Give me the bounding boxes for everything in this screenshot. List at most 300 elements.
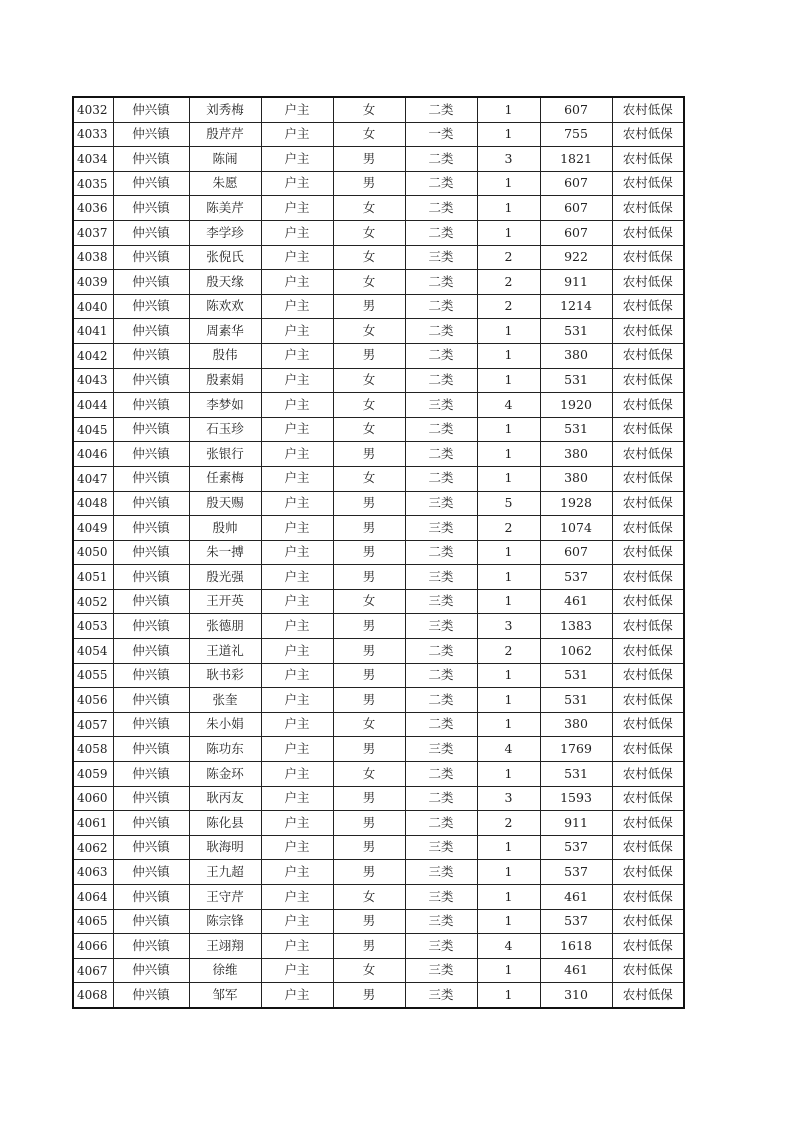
cell-name: 李学珍 [189, 220, 261, 245]
cell-id: 4039 [73, 270, 113, 295]
cell-town: 仲兴镇 [113, 958, 189, 983]
table-row [73, 97, 684, 122]
cell-town: 仲兴镇 [113, 491, 189, 516]
cell-gender: 男 [333, 614, 405, 639]
cell-amount: 537 [540, 909, 612, 934]
cell-id: 4038 [73, 245, 113, 270]
cell-gender: 男 [333, 934, 405, 959]
cell-gender: 女 [333, 589, 405, 614]
cell-household-size: 1 [477, 122, 540, 147]
table-row [73, 466, 684, 491]
cell-gender: 男 [333, 147, 405, 172]
cell-town: 仲兴镇 [113, 835, 189, 860]
cell-gender: 女 [333, 196, 405, 221]
cell-amount: 531 [540, 762, 612, 787]
cell-town: 仲兴镇 [113, 393, 189, 418]
cell-id: 4061 [73, 811, 113, 836]
cell-relation: 户主 [261, 565, 333, 590]
cell-id: 4066 [73, 934, 113, 959]
table-row [73, 663, 684, 688]
cell-gender: 男 [333, 860, 405, 885]
cell-program: 农村低保 [612, 540, 684, 565]
cell-id: 4050 [73, 540, 113, 565]
cell-household-size: 2 [477, 294, 540, 319]
cell-relation: 户主 [261, 368, 333, 393]
cell-program: 农村低保 [612, 835, 684, 860]
cell-name: 陈功东 [189, 737, 261, 762]
cell-program: 农村低保 [612, 614, 684, 639]
cell-town: 仲兴镇 [113, 540, 189, 565]
cell-gender: 男 [333, 442, 405, 467]
cell-category: 二类 [405, 712, 477, 737]
cell-relation: 户主 [261, 712, 333, 737]
cell-town: 仲兴镇 [113, 466, 189, 491]
cell-gender: 女 [333, 319, 405, 344]
cell-id: 4045 [73, 417, 113, 442]
cell-town: 仲兴镇 [113, 319, 189, 344]
cell-program: 农村低保 [612, 983, 684, 1008]
table-row [73, 393, 684, 418]
cell-name: 耿海明 [189, 835, 261, 860]
cell-household-size: 1 [477, 958, 540, 983]
cell-amount: 380 [540, 442, 612, 467]
table-row [73, 639, 684, 664]
cell-name: 殷光强 [189, 565, 261, 590]
cell-id: 4046 [73, 442, 113, 467]
cell-id: 4064 [73, 885, 113, 910]
cell-household-size: 1 [477, 762, 540, 787]
cell-relation: 户主 [261, 762, 333, 787]
cell-town: 仲兴镇 [113, 885, 189, 910]
cell-amount: 1062 [540, 639, 612, 664]
cell-gender: 女 [333, 270, 405, 295]
table-row [73, 860, 684, 885]
cell-name: 王开英 [189, 589, 261, 614]
cell-id: 4057 [73, 712, 113, 737]
table-row [73, 343, 684, 368]
cell-amount: 755 [540, 122, 612, 147]
table-row [73, 245, 684, 270]
cell-gender: 男 [333, 663, 405, 688]
table-row [73, 294, 684, 319]
cell-id: 4041 [73, 319, 113, 344]
table-row [73, 565, 684, 590]
cell-gender: 男 [333, 688, 405, 713]
cell-relation: 户主 [261, 516, 333, 541]
cell-town: 仲兴镇 [113, 860, 189, 885]
cell-amount: 1074 [540, 516, 612, 541]
cell-amount: 1383 [540, 614, 612, 639]
cell-amount: 531 [540, 688, 612, 713]
cell-program: 农村低保 [612, 909, 684, 934]
cell-category: 二类 [405, 811, 477, 836]
cell-amount: 461 [540, 885, 612, 910]
table-row [73, 196, 684, 221]
cell-amount: 537 [540, 835, 612, 860]
cell-amount: 380 [540, 343, 612, 368]
cell-program: 农村低保 [612, 565, 684, 590]
cell-id: 4056 [73, 688, 113, 713]
cell-gender: 女 [333, 712, 405, 737]
cell-household-size: 1 [477, 319, 540, 344]
cell-id: 4067 [73, 958, 113, 983]
cell-household-size: 1 [477, 885, 540, 910]
cell-amount: 1769 [540, 737, 612, 762]
cell-amount: 1593 [540, 786, 612, 811]
cell-amount: 1821 [540, 147, 612, 172]
table-row [73, 885, 684, 910]
cell-gender: 男 [333, 294, 405, 319]
cell-relation: 户主 [261, 97, 333, 122]
cell-category: 二类 [405, 540, 477, 565]
cell-category: 三类 [405, 614, 477, 639]
cell-town: 仲兴镇 [113, 122, 189, 147]
cell-name: 朱小娟 [189, 712, 261, 737]
cell-program: 农村低保 [612, 885, 684, 910]
cell-program: 农村低保 [612, 368, 684, 393]
cell-name: 殷天赐 [189, 491, 261, 516]
cell-household-size: 1 [477, 540, 540, 565]
table-row [73, 934, 684, 959]
cell-gender: 男 [333, 171, 405, 196]
cell-id: 4062 [73, 835, 113, 860]
cell-household-size: 1 [477, 466, 540, 491]
cell-amount: 607 [540, 97, 612, 122]
cell-gender: 女 [333, 220, 405, 245]
cell-gender: 女 [333, 368, 405, 393]
cell-name: 朱愿 [189, 171, 261, 196]
cell-program: 农村低保 [612, 712, 684, 737]
cell-name: 陈闹 [189, 147, 261, 172]
cell-category: 二类 [405, 663, 477, 688]
cell-category: 三类 [405, 934, 477, 959]
cell-town: 仲兴镇 [113, 565, 189, 590]
table-row [73, 958, 684, 983]
cell-gender: 男 [333, 811, 405, 836]
cell-amount: 607 [540, 171, 612, 196]
cell-name: 朱一搏 [189, 540, 261, 565]
cell-household-size: 1 [477, 565, 540, 590]
table-row [73, 442, 684, 467]
cell-category: 三类 [405, 491, 477, 516]
table-row [73, 270, 684, 295]
table-row [73, 909, 684, 934]
cell-gender: 女 [333, 762, 405, 787]
cell-program: 农村低保 [612, 319, 684, 344]
cell-town: 仲兴镇 [113, 663, 189, 688]
cell-amount: 531 [540, 417, 612, 442]
cell-gender: 女 [333, 466, 405, 491]
cell-household-size: 1 [477, 860, 540, 885]
cell-name: 殷帅 [189, 516, 261, 541]
cell-household-size: 1 [477, 368, 540, 393]
cell-category: 三类 [405, 393, 477, 418]
cell-category: 三类 [405, 565, 477, 590]
cell-id: 4065 [73, 909, 113, 934]
cell-gender: 女 [333, 958, 405, 983]
cell-id: 4043 [73, 368, 113, 393]
cell-household-size: 1 [477, 589, 540, 614]
cell-household-size: 1 [477, 442, 540, 467]
cell-relation: 户主 [261, 909, 333, 934]
cell-relation: 户主 [261, 343, 333, 368]
table-row [73, 614, 684, 639]
cell-town: 仲兴镇 [113, 811, 189, 836]
cell-household-size: 2 [477, 245, 540, 270]
cell-name: 陈金环 [189, 762, 261, 787]
table-row [73, 220, 684, 245]
cell-amount: 911 [540, 270, 612, 295]
cell-town: 仲兴镇 [113, 220, 189, 245]
cell-gender: 女 [333, 417, 405, 442]
cell-relation: 户主 [261, 811, 333, 836]
cell-gender: 男 [333, 540, 405, 565]
cell-id: 4052 [73, 589, 113, 614]
cell-program: 农村低保 [612, 97, 684, 122]
cell-program: 农村低保 [612, 343, 684, 368]
cell-program: 农村低保 [612, 417, 684, 442]
cell-household-size: 1 [477, 196, 540, 221]
cell-relation: 户主 [261, 835, 333, 860]
cell-town: 仲兴镇 [113, 368, 189, 393]
cell-town: 仲兴镇 [113, 245, 189, 270]
cell-relation: 户主 [261, 934, 333, 959]
cell-amount: 380 [540, 466, 612, 491]
cell-relation: 户主 [261, 663, 333, 688]
cell-amount: 607 [540, 196, 612, 221]
cell-household-size: 1 [477, 909, 540, 934]
table-row [73, 171, 684, 196]
cell-id: 4060 [73, 786, 113, 811]
cell-name: 王守芹 [189, 885, 261, 910]
cell-id: 4059 [73, 762, 113, 787]
cell-household-size: 1 [477, 712, 540, 737]
cell-household-size: 2 [477, 270, 540, 295]
cell-name: 殷芹芹 [189, 122, 261, 147]
cell-household-size: 1 [477, 663, 540, 688]
cell-name: 徐维 [189, 958, 261, 983]
cell-name: 陈欢欢 [189, 294, 261, 319]
cell-gender: 男 [333, 516, 405, 541]
cell-category: 三类 [405, 589, 477, 614]
table-row [73, 589, 684, 614]
table-row [73, 983, 684, 1008]
cell-gender: 女 [333, 393, 405, 418]
cell-id: 4042 [73, 343, 113, 368]
cell-amount: 380 [540, 712, 612, 737]
cell-gender: 男 [333, 343, 405, 368]
cell-id: 4047 [73, 466, 113, 491]
cell-category: 二类 [405, 319, 477, 344]
cell-relation: 户主 [261, 270, 333, 295]
cell-program: 农村低保 [612, 196, 684, 221]
cell-category: 二类 [405, 343, 477, 368]
cell-category: 一类 [405, 122, 477, 147]
cell-program: 农村低保 [612, 811, 684, 836]
table-row [73, 712, 684, 737]
cell-name: 殷素娟 [189, 368, 261, 393]
cell-category: 三类 [405, 909, 477, 934]
cell-gender: 男 [333, 983, 405, 1008]
table-row [73, 737, 684, 762]
cell-id: 4055 [73, 663, 113, 688]
cell-category: 二类 [405, 171, 477, 196]
table-row [73, 122, 684, 147]
cell-program: 农村低保 [612, 737, 684, 762]
cell-relation: 户主 [261, 466, 333, 491]
cell-category: 二类 [405, 196, 477, 221]
cell-household-size: 1 [477, 688, 540, 713]
cell-program: 农村低保 [612, 294, 684, 319]
cell-amount: 1214 [540, 294, 612, 319]
cell-household-size: 1 [477, 835, 540, 860]
table-row [73, 491, 684, 516]
cell-category: 二类 [405, 442, 477, 467]
cell-relation: 户主 [261, 540, 333, 565]
table-body [73, 97, 684, 1008]
cell-category: 三类 [405, 835, 477, 860]
cell-category: 二类 [405, 466, 477, 491]
cell-id: 4033 [73, 122, 113, 147]
cell-id: 4035 [73, 171, 113, 196]
cell-town: 仲兴镇 [113, 589, 189, 614]
cell-amount: 1920 [540, 393, 612, 418]
cell-id: 4058 [73, 737, 113, 762]
cell-household-size: 5 [477, 491, 540, 516]
cell-program: 农村低保 [612, 122, 684, 147]
cell-gender: 女 [333, 245, 405, 270]
cell-category: 二类 [405, 688, 477, 713]
table-row [73, 417, 684, 442]
cell-name: 陈化县 [189, 811, 261, 836]
cell-category: 二类 [405, 762, 477, 787]
cell-id: 4040 [73, 294, 113, 319]
subsidy-roster-table [72, 96, 685, 1009]
cell-town: 仲兴镇 [113, 196, 189, 221]
cell-relation: 户主 [261, 294, 333, 319]
cell-relation: 户主 [261, 688, 333, 713]
cell-gender: 女 [333, 97, 405, 122]
cell-program: 农村低保 [612, 220, 684, 245]
table-row [73, 762, 684, 787]
cell-program: 农村低保 [612, 466, 684, 491]
cell-program: 农村低保 [612, 171, 684, 196]
cell-relation: 户主 [261, 958, 333, 983]
cell-category: 二类 [405, 786, 477, 811]
cell-gender: 女 [333, 885, 405, 910]
cell-town: 仲兴镇 [113, 934, 189, 959]
cell-id: 4054 [73, 639, 113, 664]
cell-amount: 1618 [540, 934, 612, 959]
cell-id: 4034 [73, 147, 113, 172]
cell-program: 农村低保 [612, 491, 684, 516]
cell-town: 仲兴镇 [113, 171, 189, 196]
cell-gender: 男 [333, 737, 405, 762]
cell-id: 4044 [73, 393, 113, 418]
cell-amount: 461 [540, 958, 612, 983]
cell-id: 4063 [73, 860, 113, 885]
cell-category: 二类 [405, 147, 477, 172]
cell-town: 仲兴镇 [113, 147, 189, 172]
cell-relation: 户主 [261, 737, 333, 762]
cell-relation: 户主 [261, 171, 333, 196]
cell-household-size: 4 [477, 737, 540, 762]
cell-program: 农村低保 [612, 442, 684, 467]
table-row [73, 688, 684, 713]
cell-program: 农村低保 [612, 958, 684, 983]
cell-name: 殷天缘 [189, 270, 261, 295]
cell-town: 仲兴镇 [113, 737, 189, 762]
cell-town: 仲兴镇 [113, 688, 189, 713]
cell-relation: 户主 [261, 147, 333, 172]
table-row [73, 811, 684, 836]
cell-gender: 男 [333, 639, 405, 664]
cell-gender: 男 [333, 565, 405, 590]
cell-name: 耿丙友 [189, 786, 261, 811]
cell-household-size: 1 [477, 983, 540, 1008]
cell-town: 仲兴镇 [113, 786, 189, 811]
cell-gender: 女 [333, 122, 405, 147]
cell-household-size: 2 [477, 811, 540, 836]
cell-category: 二类 [405, 639, 477, 664]
cell-town: 仲兴镇 [113, 442, 189, 467]
cell-town: 仲兴镇 [113, 270, 189, 295]
cell-amount: 531 [540, 368, 612, 393]
table-row [73, 540, 684, 565]
cell-relation: 户主 [261, 860, 333, 885]
cell-category: 二类 [405, 270, 477, 295]
cell-category: 二类 [405, 294, 477, 319]
cell-gender: 男 [333, 491, 405, 516]
cell-gender: 男 [333, 909, 405, 934]
cell-gender: 男 [333, 835, 405, 860]
cell-program: 农村低保 [612, 934, 684, 959]
cell-program: 农村低保 [612, 786, 684, 811]
cell-household-size: 4 [477, 934, 540, 959]
cell-relation: 户主 [261, 786, 333, 811]
cell-id: 4068 [73, 983, 113, 1008]
cell-program: 农村低保 [612, 663, 684, 688]
cell-program: 农村低保 [612, 688, 684, 713]
cell-household-size: 1 [477, 343, 540, 368]
cell-name: 张倪氏 [189, 245, 261, 270]
cell-town: 仲兴镇 [113, 614, 189, 639]
cell-name: 王九超 [189, 860, 261, 885]
table-row [73, 786, 684, 811]
cell-relation: 户主 [261, 442, 333, 467]
cell-household-size: 2 [477, 516, 540, 541]
cell-name: 陈美芹 [189, 196, 261, 221]
cell-category: 二类 [405, 97, 477, 122]
cell-program: 农村低保 [612, 516, 684, 541]
cell-relation: 户主 [261, 639, 333, 664]
table-row [73, 147, 684, 172]
table-row [73, 516, 684, 541]
cell-id: 4036 [73, 196, 113, 221]
cell-household-size: 4 [477, 393, 540, 418]
cell-name: 王翊翔 [189, 934, 261, 959]
cell-town: 仲兴镇 [113, 516, 189, 541]
cell-name: 张奎 [189, 688, 261, 713]
cell-town: 仲兴镇 [113, 762, 189, 787]
cell-town: 仲兴镇 [113, 417, 189, 442]
cell-household-size: 1 [477, 220, 540, 245]
cell-category: 三类 [405, 516, 477, 541]
cell-id: 4049 [73, 516, 113, 541]
cell-relation: 户主 [261, 983, 333, 1008]
table-row [73, 368, 684, 393]
cell-amount: 607 [540, 540, 612, 565]
